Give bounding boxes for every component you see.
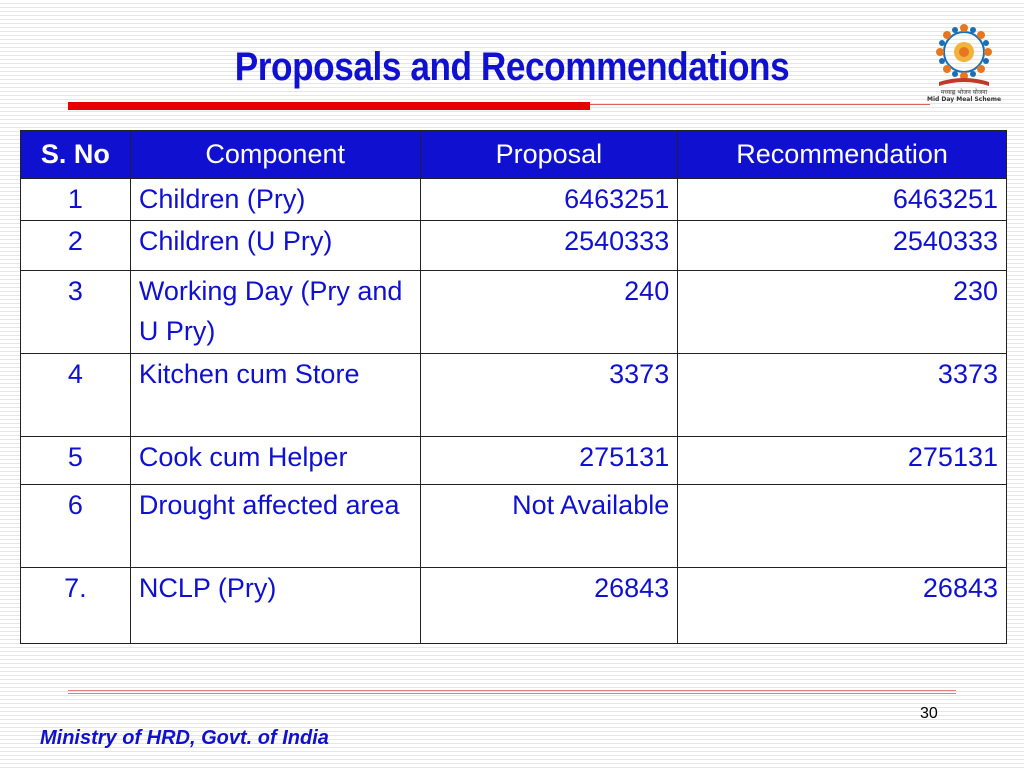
cell-component: Children (U Pry) (130, 221, 420, 271)
title-underline-thin (590, 104, 930, 105)
cell-component: NCLP (Pry) (130, 568, 420, 644)
page-number: 30 (920, 705, 938, 722)
table-row (21, 354, 1007, 437)
title-underline (68, 102, 590, 110)
header-proposal: Proposal (420, 131, 678, 179)
cell-sno: 5 (21, 437, 131, 485)
cell-recommendation: 3373 (678, 354, 1007, 437)
cell-sno: 7. (21, 568, 131, 644)
header-recommendation: Recommendation (678, 131, 1007, 179)
cell-proposal: 3373 (420, 354, 678, 437)
cell-recommendation: 275131 (678, 437, 1007, 485)
cell-component: Children (Pry) (130, 179, 420, 221)
cell-component: Kitchen cum Store (130, 354, 420, 437)
slide-title: Proposals and Recommendations (234, 45, 790, 89)
cell-proposal: 26843 (420, 568, 678, 644)
footer-divider (68, 690, 956, 691)
header-component: Component (130, 131, 420, 179)
footer-text: Ministry of HRD, Govt. of India (40, 727, 329, 749)
table-row (21, 179, 1007, 221)
cell-component: Working Day (Pry and U Pry) (130, 271, 420, 354)
cell-proposal: 2540333 (420, 221, 678, 271)
cell-sno: 6 (21, 485, 131, 568)
table-row (21, 271, 1007, 354)
cell-sno: 2 (21, 221, 131, 271)
table-row (21, 221, 1007, 271)
cell-proposal: 275131 (420, 437, 678, 485)
logo-caption-english: Mid Day Meal Scheme (926, 96, 1002, 103)
cell-recommendation: 6463251 (678, 179, 1007, 221)
table-row (21, 568, 1007, 644)
footer-divider (68, 693, 956, 694)
cell-recommendation: 2540333 (678, 221, 1007, 271)
logo-caption-hindi: मध्याह्न भोजन योजना (940, 89, 988, 96)
cell-component: Cook cum Helper (130, 437, 420, 485)
cell-proposal: 6463251 (420, 179, 678, 221)
cell-proposal: Not Available (420, 485, 678, 568)
proposals-table (20, 130, 1007, 644)
cell-proposal: 240 (420, 271, 678, 354)
cell-component: Drought affected area (130, 485, 420, 568)
cell-sno: 3 (21, 271, 131, 354)
table-header-row (21, 131, 1007, 179)
table-row (21, 485, 1007, 568)
cell-sno: 4 (21, 354, 131, 437)
cell-recommendation (678, 485, 1007, 568)
header-sno: S. No (21, 131, 131, 179)
cell-recommendation: 26843 (678, 568, 1007, 644)
cell-sno: 1 (21, 179, 131, 221)
table-row (21, 437, 1007, 485)
cell-recommendation: 230 (678, 271, 1007, 354)
